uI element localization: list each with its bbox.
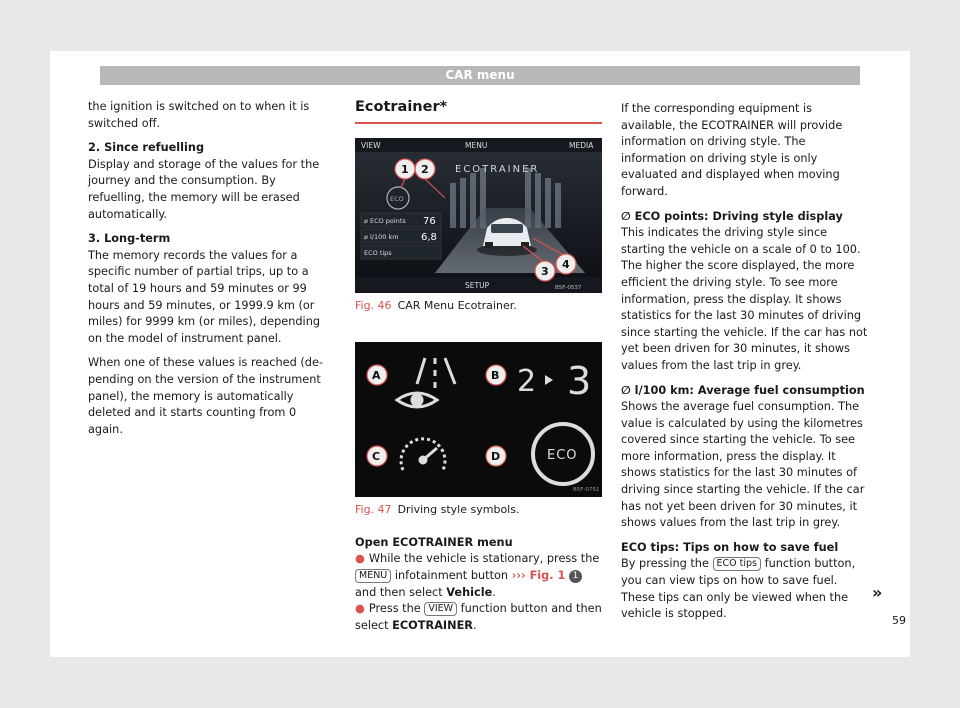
bullet-icon: ● (355, 552, 365, 566)
callout-B (486, 365, 506, 385)
paragraph-text: Display and storage of the values for the journey and the consumption. By refuelling, the memory will be erased automatically. (88, 157, 320, 221)
text: By pressing the (621, 557, 709, 571)
figure-code: B5F-0751 (573, 487, 600, 494)
subheading: Open ECOTRAINER menu (355, 535, 513, 549)
paragraph (621, 209, 869, 375)
menu-key: MENU (355, 569, 391, 583)
figure-reference: ››› Fig. 1 (511, 568, 566, 582)
svg-text:1: 1 (401, 162, 409, 176)
paragraph-text: The memory records the values for a specific number of partial trips, up to a total of 19 hours and 59 minutes or 99 hours and 59 minutes, or 1999.9 km (or miles) for 9999 km (or miles), depending on the model of instrument panel. (88, 248, 321, 345)
column-1 (88, 99, 332, 446)
continued-marker: » (872, 583, 883, 602)
callout-D (486, 446, 506, 466)
svg-text:A: A (372, 369, 381, 383)
gear-to: 3 (567, 359, 592, 404)
paragraph-text: This indicates the driving style since starting the vehicle on a scale of 0 to 100. The higher the score displayed, the more efficient the driving style. To see more information, press the display. It shows statistics for the last 30 minutes of driving since starting the vehicle. If the car has not yet been driven for 30 minutes, it shows values from the last trip in grey. (621, 226, 868, 372)
text: Press the (368, 602, 421, 616)
view-key: VIEW (424, 602, 457, 616)
paragraph: the ignition is switched on to when it is switched off. (88, 100, 310, 130)
paragraph: If the corresponding equipment is available, the ECOTRAINER will provide information on driving style. The information on driving style is only evaluated and displayed when moving forward. (621, 102, 843, 198)
paragraph: When one of these values is reached (depending on the version of the instrument panel), the memory is automatically deleted and it starts counting from 0 again. (88, 356, 323, 436)
figure-caption (355, 502, 602, 519)
gear-from: 2 (517, 364, 537, 400)
text: function button and then select (355, 602, 602, 632)
figure-label: Fig. 47 (355, 503, 392, 517)
tab-media: MEDIA (569, 140, 594, 150)
driving-symbols-illustration (355, 342, 602, 497)
manual-page (50, 51, 910, 657)
tab-menu: MENU (465, 140, 488, 150)
caption-text: CAR Menu Ecotrainer. (397, 298, 517, 312)
svg-text:2: 2 (421, 162, 429, 176)
text: While the vehicle is stationary, press the (368, 552, 600, 566)
figure-code: B5F-0537 (555, 284, 582, 291)
page-number: 59 (892, 614, 906, 627)
svg-text:3: 3 (541, 264, 549, 278)
ecotrainer-screen-illustration (355, 138, 602, 293)
column-2 (355, 99, 602, 634)
paragraph (88, 140, 332, 223)
subheading: ECO tips: Tips on how to save fuel (621, 540, 839, 554)
text: function button, you can view tips on how to save fuel. These tips can only be viewed when the vehicle is stopped. (621, 557, 856, 621)
paragraph-text: Shows the average fuel consumption. The value is calculated by using the kilometres covered since starting the vehicle. To see more information, press the display. It shows statistics for the last 30 minutes of driving since starting the vehicle. If the car has not yet been driven for 30 minutes, it shows values from the last trip in grey. (621, 400, 865, 530)
caption-text: Driving style symbols. (397, 503, 520, 517)
section-title: Ecotrainer* (355, 99, 602, 124)
ecotrainer-brand: ECOTRAINER (455, 163, 540, 175)
menu-item-vehicle: Vehicle (446, 585, 493, 599)
bullet-item: ● Press the VIEW function button and then select ECOTRAINER. (355, 602, 602, 632)
tab-view: VIEW (361, 140, 381, 150)
text: and then select (355, 585, 443, 599)
bullet-item: ● While the vehicle is stationary, press the MENU infotainment button ››› Fig. 1 1 and then select Vehicle. (355, 552, 600, 599)
setup-label: SETUP (465, 280, 490, 290)
subheading: ∅ l/100 km: Average fuel consumption (621, 383, 865, 397)
callout-1 (395, 159, 415, 179)
eco-points-label: ⌀ ECO points (364, 216, 406, 225)
callout-A (367, 365, 387, 385)
paragraph (621, 383, 869, 532)
paragraph (88, 231, 332, 347)
subheading: 2. Since refuelling (88, 141, 205, 155)
svg-text:B: B (491, 369, 500, 383)
callout-C (367, 446, 387, 466)
callout-2 (415, 159, 435, 179)
callout-3 (535, 261, 555, 281)
callout-ref: 1 (569, 570, 582, 583)
menu-item-ecotrainer: ECOTRAINER (392, 618, 474, 632)
column-3 (621, 101, 869, 631)
eco-tips-label: ECO tips (364, 248, 392, 257)
svg-text:C: C (372, 450, 381, 464)
bullet-icon: ● (355, 602, 365, 616)
eco-points-value: 76 (423, 215, 436, 227)
svg-text:4: 4 (562, 257, 570, 271)
text: infotainment button (394, 568, 509, 582)
subheading: 3. Long-term (88, 232, 171, 246)
eco-tips-key: ECO tips (713, 557, 761, 571)
paragraph (621, 540, 869, 623)
eco-badge-label: ECO (390, 194, 404, 203)
page-header: CAR menu (100, 66, 860, 85)
open-ecotrainer-section (355, 535, 602, 635)
callout-4 (556, 254, 576, 274)
consumption-label: ⌀ l/100 km (364, 232, 399, 241)
figure-driving-symbols (355, 342, 602, 497)
consumption-value: 6,8 (421, 231, 437, 243)
svg-text:D: D (491, 450, 501, 464)
subheading: ∅ ECO points: Driving style display (621, 209, 843, 223)
eco-text: ECO (547, 448, 578, 464)
figure-caption (355, 298, 602, 315)
figure-label: Fig. 46 (355, 298, 392, 312)
figure-ecotrainer-menu (355, 138, 602, 293)
